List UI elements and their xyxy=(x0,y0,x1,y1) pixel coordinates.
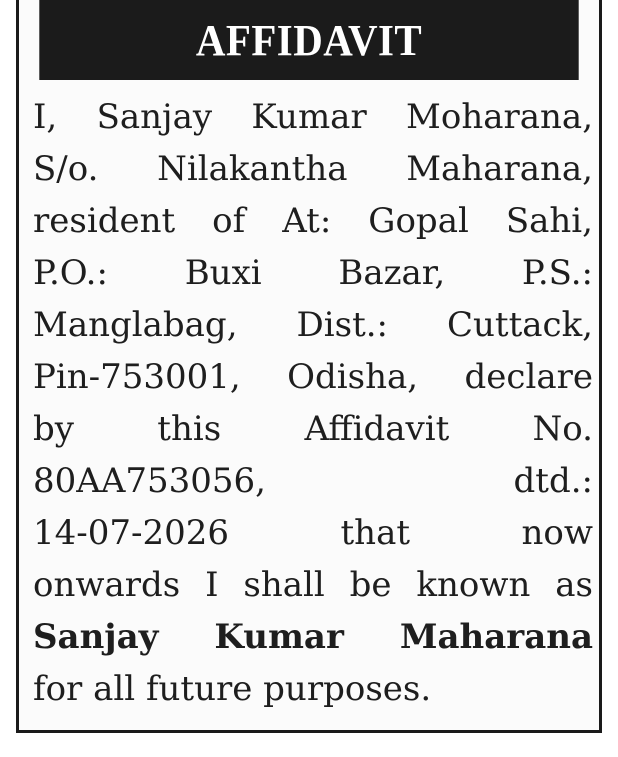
body-word: shall xyxy=(243,565,325,605)
body-word: P.O.: xyxy=(33,253,108,293)
body-line-7 xyxy=(33,403,593,455)
body-word: Manglabag, xyxy=(33,305,238,345)
body-word: of xyxy=(212,201,246,241)
body-word: S/o. xyxy=(33,149,99,189)
notice-body xyxy=(33,91,593,715)
body-word: known xyxy=(416,565,531,605)
body-word: Affidavit xyxy=(304,409,450,449)
body-line-9 xyxy=(33,507,593,559)
body-word: Bazar, xyxy=(338,253,446,293)
body-word: Pin-753001, xyxy=(33,357,241,397)
body-word: declare xyxy=(464,357,593,397)
body-line-6 xyxy=(33,351,593,403)
new-name-line xyxy=(33,611,593,663)
affidavit-date: 14-07-2026 xyxy=(33,513,230,553)
body-line-3 xyxy=(33,195,593,247)
body-word: Odisha, xyxy=(287,357,419,397)
notice-title: AFFIDAVIT xyxy=(39,0,578,80)
body-word: No. xyxy=(532,409,593,449)
body-word: onwards xyxy=(33,565,181,605)
body-word: Gopal xyxy=(368,201,469,241)
body-line-2 xyxy=(33,143,593,195)
body-word: now xyxy=(521,513,593,553)
body-word: Buxi xyxy=(184,253,262,293)
body-word: I xyxy=(205,565,219,605)
body-line-10 xyxy=(33,559,593,611)
body-word: Sanjay xyxy=(96,97,213,137)
body-line-1 xyxy=(33,91,593,143)
body-word: Kumar xyxy=(251,97,367,137)
new-name-word: Maharana xyxy=(399,617,593,657)
body-word: resident xyxy=(33,201,176,241)
body-word: dtd.: xyxy=(513,461,593,501)
body-word: Cuttack, xyxy=(447,305,593,345)
body-line-12 xyxy=(33,663,593,715)
body-word: At: xyxy=(282,201,332,241)
body-word: Maharana, xyxy=(406,149,593,189)
body-word: Dist.: xyxy=(296,305,389,345)
affidavit-notice xyxy=(16,0,602,733)
body-line-8 xyxy=(33,455,593,507)
body-line-4 xyxy=(33,247,593,299)
new-name-word: Kumar xyxy=(214,617,344,657)
body-word: be xyxy=(349,565,392,605)
body-line-5 xyxy=(33,299,593,351)
body-word: for all future purposes. xyxy=(33,669,432,709)
new-name-word: Sanjay xyxy=(33,617,159,657)
body-word: Nilakantha xyxy=(157,149,348,189)
body-word: P.S.: xyxy=(521,253,593,293)
body-word: as xyxy=(555,565,593,605)
body-word: this xyxy=(157,409,222,449)
body-word: that xyxy=(340,513,411,553)
body-word: Moharana, xyxy=(406,97,593,137)
body-word: I, xyxy=(33,97,58,137)
affidavit-number: 80AA753056, xyxy=(33,461,266,501)
body-word: by xyxy=(33,409,74,449)
body-word: Sahi, xyxy=(505,201,593,241)
